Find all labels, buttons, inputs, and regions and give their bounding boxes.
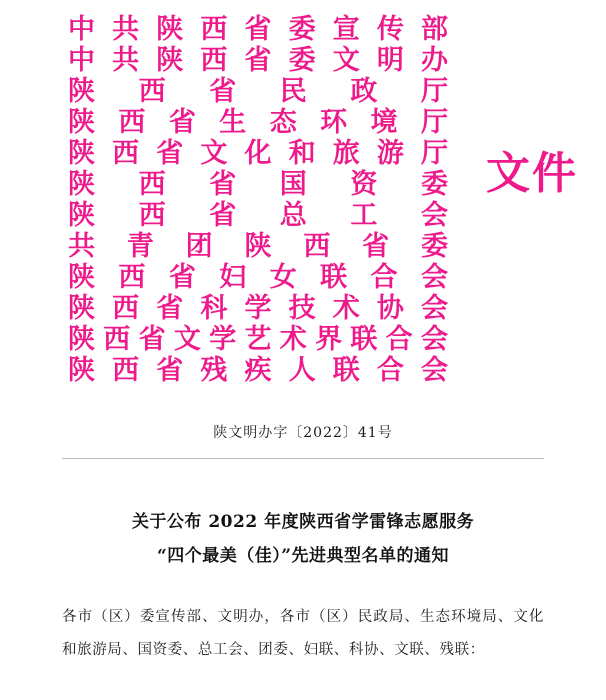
letterhead-char: 西 bbox=[138, 200, 166, 231]
letterhead-char: 西 bbox=[138, 169, 166, 200]
letterhead-char: 艺 bbox=[244, 324, 272, 355]
letterhead-line bbox=[68, 14, 448, 45]
letterhead-line bbox=[68, 355, 448, 386]
letterhead-char: 境 bbox=[370, 107, 398, 138]
letterhead-char: 中 bbox=[68, 45, 95, 76]
document-body bbox=[62, 601, 544, 667]
letterhead-char: 术 bbox=[279, 324, 307, 355]
letterhead-char: 环 bbox=[320, 107, 348, 138]
letterhead-char: 联 bbox=[332, 355, 360, 386]
letterhead-char: 省 bbox=[362, 231, 390, 262]
letterhead-char: 疾 bbox=[244, 355, 272, 386]
letterhead-char: 省 bbox=[156, 138, 184, 169]
letterhead-char: 协 bbox=[376, 293, 404, 324]
letterhead-char: 文 bbox=[173, 324, 201, 355]
letterhead-char: 陕 bbox=[68, 324, 95, 355]
page-title-line: “四个最美（佳）”先进典型名单的通知 bbox=[156, 546, 450, 566]
letterhead-char: 陕 bbox=[68, 355, 95, 386]
letterhead-char: 游 bbox=[376, 138, 404, 169]
letterhead-char: 办 bbox=[421, 45, 448, 76]
page-title bbox=[62, 505, 544, 573]
letterhead-char: 西 bbox=[112, 293, 140, 324]
letterhead-char: 妇 bbox=[219, 262, 247, 293]
letterhead-char: 陕 bbox=[244, 231, 272, 262]
letterhead-char: 合 bbox=[370, 262, 398, 293]
letterhead-char: 联 bbox=[320, 262, 348, 293]
letterhead-char: 西 bbox=[118, 262, 146, 293]
letterhead-line bbox=[68, 293, 448, 324]
letterhead-char: 工 bbox=[350, 200, 378, 231]
letterhead-char: 科 bbox=[200, 293, 228, 324]
letterhead-char: 共 bbox=[112, 14, 140, 45]
letterhead-char: 女 bbox=[269, 262, 297, 293]
letterhead-line bbox=[68, 107, 448, 138]
letterhead-line bbox=[68, 324, 448, 355]
letterhead-char: 陕 bbox=[68, 138, 95, 169]
letterhead-line bbox=[68, 262, 448, 293]
letterhead-char: 共 bbox=[112, 45, 140, 76]
letterhead-char: 厅 bbox=[420, 76, 448, 107]
letterhead-char: 省 bbox=[209, 76, 237, 107]
letterhead-char: 团 bbox=[185, 231, 213, 262]
letterhead-char: 委 bbox=[420, 169, 448, 200]
letterhead-char: 资 bbox=[350, 169, 378, 200]
letterhead-char: 会 bbox=[420, 262, 448, 293]
letterhead-char: 文 bbox=[200, 138, 228, 169]
letterhead-line bbox=[68, 169, 448, 200]
letterhead-char: 文 bbox=[332, 45, 360, 76]
letterhead-char: 西 bbox=[200, 14, 228, 45]
letterhead-char: 厅 bbox=[421, 138, 448, 169]
letterhead-char: 委 bbox=[288, 14, 316, 45]
letterhead-char: 国 bbox=[279, 169, 307, 200]
letterhead-char: 界 bbox=[315, 324, 343, 355]
letterhead-char: 化 bbox=[244, 138, 272, 169]
letterhead-line bbox=[68, 138, 448, 169]
letterhead-char: 会 bbox=[421, 293, 448, 324]
letterhead-char: 学 bbox=[209, 324, 237, 355]
letterhead-char: 委 bbox=[288, 45, 316, 76]
letterhead-char: 陕 bbox=[156, 45, 184, 76]
letterhead-char: 省 bbox=[156, 355, 184, 386]
letterhead-char: 陕 bbox=[156, 14, 184, 45]
letterhead-char: 合 bbox=[385, 324, 413, 355]
letterhead-char: 术 bbox=[332, 293, 360, 324]
letterhead-char: 生 bbox=[219, 107, 247, 138]
letterhead-char: 民 bbox=[279, 76, 307, 107]
letterhead-char: 西 bbox=[118, 107, 146, 138]
letterhead-lines bbox=[68, 14, 448, 386]
letterhead-char: 省 bbox=[138, 324, 166, 355]
letterhead-char: 明 bbox=[376, 45, 404, 76]
letterhead-char: 省 bbox=[244, 45, 272, 76]
letterhead-char: 政 bbox=[350, 76, 378, 107]
letterhead-char: 旅 bbox=[332, 138, 360, 169]
letterhead-char: 陕 bbox=[68, 76, 95, 107]
letterhead-char: 委 bbox=[420, 231, 448, 262]
letterhead-char: 陕 bbox=[68, 200, 95, 231]
letterhead-char: 会 bbox=[420, 200, 448, 231]
letterhead-char: 会 bbox=[421, 355, 448, 386]
letterhead-char: 省 bbox=[168, 107, 196, 138]
letterhead-char: 部 bbox=[421, 14, 448, 45]
letterhead-char: 陕 bbox=[68, 293, 95, 324]
letterhead-char: 省 bbox=[156, 293, 184, 324]
letterhead-char: 残 bbox=[200, 355, 228, 386]
letterhead-char: 省 bbox=[209, 169, 237, 200]
page-title-line: 关于公布 2022 年度陕西省学雷锋志愿服务 bbox=[131, 512, 475, 532]
letterhead-char: 中 bbox=[68, 14, 95, 45]
letterhead-char: 西 bbox=[112, 355, 140, 386]
letterhead-char: 学 bbox=[244, 293, 272, 324]
document-number: 陕文明办字〔2022〕41号 bbox=[213, 425, 393, 441]
letterhead-char: 合 bbox=[376, 355, 404, 386]
letterhead-char: 西 bbox=[138, 76, 166, 107]
letterhead-char: 西 bbox=[200, 45, 228, 76]
body-paragraph: 各市（区）委宣传部、文明办，各市（区）民政局、生态环境局、文化和旅游局、国资委、总工会、团委、妇联、科协、文联、残联： bbox=[62, 609, 544, 658]
letterhead-char: 陕 bbox=[68, 107, 95, 138]
letterhead-char: 和 bbox=[288, 138, 316, 169]
letterhead-char: 联 bbox=[350, 324, 378, 355]
letterhead-char: 会 bbox=[420, 324, 448, 355]
letterhead-char: 青 bbox=[126, 231, 154, 262]
letterhead-char: 陕 bbox=[68, 262, 95, 293]
letterhead-line bbox=[68, 45, 448, 76]
letterhead-line bbox=[68, 76, 448, 107]
letterhead-char: 传 bbox=[376, 14, 404, 45]
letterhead-char: 西 bbox=[112, 138, 140, 169]
letterhead-char: 技 bbox=[288, 293, 316, 324]
letterhead-char: 态 bbox=[269, 107, 297, 138]
letterhead-char: 共 bbox=[68, 231, 95, 262]
header-divider bbox=[62, 458, 544, 459]
letterhead-char: 总 bbox=[279, 200, 307, 231]
letterhead-line bbox=[68, 231, 448, 262]
letterhead-char: 省 bbox=[244, 14, 272, 45]
letterhead-document-word: 文件 bbox=[486, 148, 578, 199]
letterhead-char: 西 bbox=[303, 231, 331, 262]
letterhead-line bbox=[68, 200, 448, 231]
letterhead-char: 宣 bbox=[332, 14, 360, 45]
letterhead-char: 陕 bbox=[68, 169, 95, 200]
letterhead-char: 厅 bbox=[420, 107, 448, 138]
letterhead-char: 西 bbox=[103, 324, 131, 355]
letterhead-char: 人 bbox=[288, 355, 316, 386]
letterhead-char: 省 bbox=[168, 262, 196, 293]
letterhead-char: 省 bbox=[209, 200, 237, 231]
